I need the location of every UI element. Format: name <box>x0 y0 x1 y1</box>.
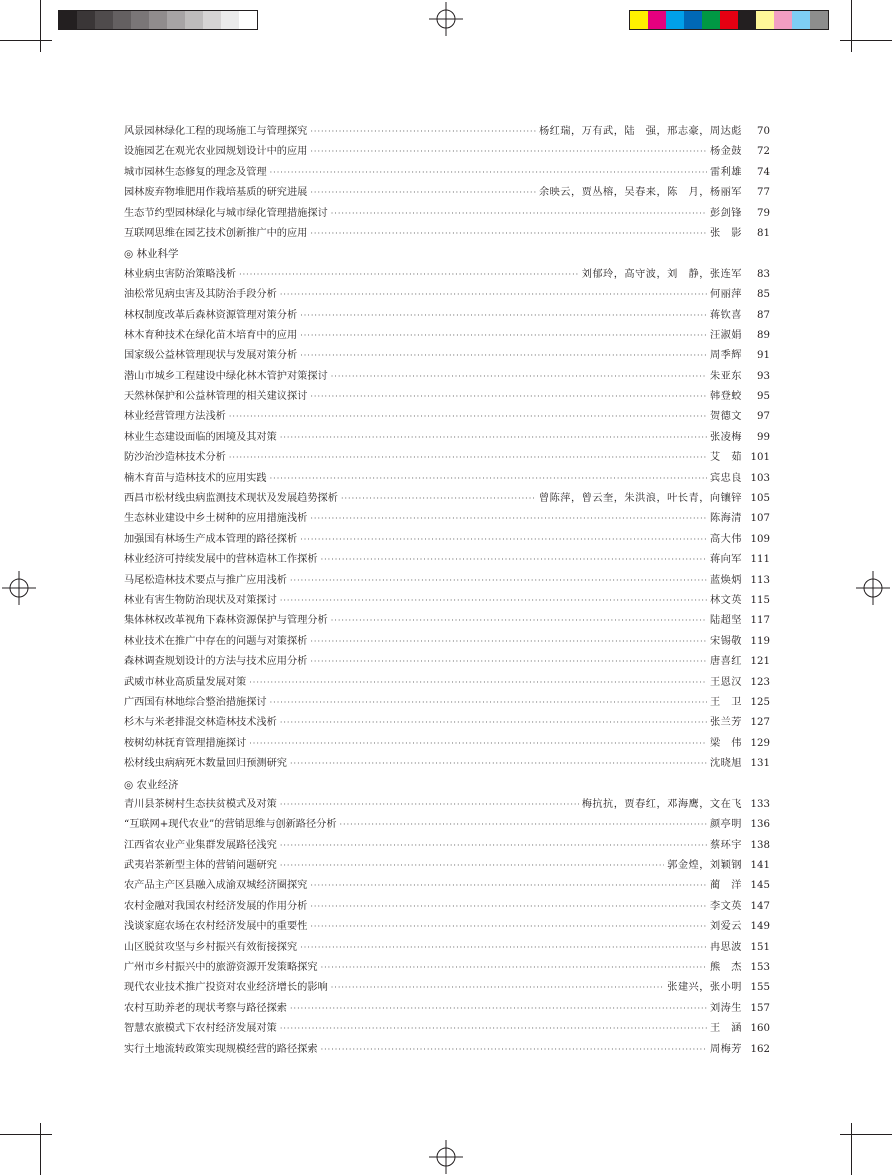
dot-leader <box>310 224 707 244</box>
entry-authors: 李文英 <box>709 900 742 912</box>
entry-page-number: 79 <box>757 207 770 219</box>
entry-authors: 蔺 洋 <box>709 880 742 892</box>
color-swatch <box>77 11 95 29</box>
dot-leader <box>331 367 707 387</box>
toc-entry <box>124 611 770 631</box>
entry-page-number: 127 <box>750 717 770 729</box>
entry-authors: 刘爱云 <box>709 921 742 933</box>
dot-leader <box>310 142 707 162</box>
toc-entry <box>124 448 770 468</box>
dot-leader <box>310 183 536 203</box>
entry-title: 防沙治沙造林技术分析 <box>124 452 226 464</box>
toc-entry <box>124 367 770 387</box>
toc-entry <box>124 122 770 142</box>
dot-leader <box>290 999 707 1019</box>
entry-authors: 张兰芳 <box>709 717 742 729</box>
toc-entry <box>124 693 770 713</box>
entry-title: 农村互助养老的现状考察与路径探索 <box>124 1002 287 1014</box>
entry-title: 农产品主产区县融入成渝双城经济圈探究 <box>124 880 308 892</box>
entry-authors: 蓝焕炳 <box>709 574 742 586</box>
color-swatch <box>239 11 257 29</box>
color-swatch <box>774 11 792 29</box>
dot-leader <box>341 489 536 509</box>
entry-title: 天然林保护和公益林管理的相关建议探讨 <box>124 391 308 403</box>
dot-leader <box>310 652 707 672</box>
entry-title: 现代农业技术推广投资对农业经济增长的影响 <box>124 982 328 994</box>
dot-leader <box>310 876 707 896</box>
entry-authors: 张 影 <box>709 227 742 239</box>
color-swatch <box>203 11 221 29</box>
entry-page-number: 74 <box>757 166 770 178</box>
registration-mark-top-icon <box>429 2 463 36</box>
toc-entry <box>124 183 770 203</box>
color-swatch <box>131 11 149 29</box>
entry-authors: 艾 茹 <box>709 452 742 464</box>
entry-page-number: 155 <box>750 982 770 994</box>
entry-page-number: 107 <box>750 513 770 525</box>
toc-entry <box>124 142 770 162</box>
entry-authors: 冉思波 <box>709 941 742 953</box>
entry-page-number: 141 <box>750 860 770 872</box>
dot-leader <box>321 550 707 570</box>
entry-page-number: 83 <box>757 268 770 280</box>
entry-title: 国家级公益林管理现状与发展对策分析 <box>124 350 298 362</box>
entry-title: 智慧农旅模式下农村经济发展对策 <box>124 1023 277 1035</box>
color-swatch <box>738 11 756 29</box>
entry-page-number: 138 <box>750 839 770 851</box>
entry-title: 加强国有林场生产成本管理的路径探析 <box>124 533 298 545</box>
entry-page-number: 70 <box>757 126 770 137</box>
dot-leader <box>300 326 707 346</box>
entry-authors: 雷利雄 <box>709 166 742 178</box>
entry-title: 武威市林业高质量发展对策 <box>124 676 247 688</box>
entry-authors: 王 涵 <box>709 1023 742 1035</box>
toc-entry <box>124 428 770 448</box>
entry-page-number: 133 <box>750 798 770 810</box>
entry-page-number: 157 <box>750 1002 770 1014</box>
entry-title: 武夷岩茶新型主体的营销问题研究 <box>124 860 277 872</box>
color-swatch <box>221 11 239 29</box>
entry-title: 林业经营管理方法浅析 <box>124 411 226 423</box>
entry-page-number: 72 <box>757 146 770 158</box>
entry-page-number: 109 <box>750 533 770 545</box>
dot-leader <box>270 693 707 713</box>
color-swatch <box>666 11 684 29</box>
grayscale-color-bar <box>58 10 258 30</box>
dot-leader <box>331 204 707 224</box>
entry-authors: 蒋向军 <box>709 554 742 566</box>
dot-leader <box>300 938 707 958</box>
entry-authors: 余映云，贾丛榕，吴春来，陈 月，杨丽军 <box>538 187 742 199</box>
toc-entry <box>124 978 770 998</box>
entry-page-number: 160 <box>750 1023 770 1035</box>
dot-leader <box>239 265 579 285</box>
entry-page-number: 147 <box>750 900 770 912</box>
entry-title: 生态节约型园林绿化与城市绿化管理措施探讨 <box>124 207 328 219</box>
toc-entry <box>124 489 770 509</box>
dot-leader <box>310 122 536 142</box>
color-swatch <box>185 11 203 29</box>
entry-title: 生态林业建设中乡土树种的应用措施浅析 <box>124 513 308 525</box>
toc-entry <box>124 938 770 958</box>
dot-leader <box>280 1019 707 1039</box>
entry-title: 江西省农业产业集群发展路径浅究 <box>124 839 277 851</box>
entry-title: 林木育种技术在绿化苗木培育中的应用 <box>124 329 298 341</box>
toc-entry <box>124 734 770 754</box>
entry-page-number: 119 <box>750 635 770 647</box>
toc-entry <box>124 856 770 876</box>
toc-entry <box>124 306 770 326</box>
entry-page-number: 117 <box>750 615 770 627</box>
dot-leader <box>310 387 707 407</box>
toc-entry <box>124 652 770 672</box>
color-swatch <box>810 11 828 29</box>
dot-leader <box>280 836 707 856</box>
section-heading: ◎ 农业经济 <box>124 778 179 791</box>
entry-page-number: 111 <box>750 554 770 566</box>
entry-authors: 颜亭明 <box>709 819 742 831</box>
dot-leader <box>331 978 664 998</box>
toc-entry <box>124 285 770 305</box>
entry-authors: 唐喜红 <box>709 656 742 668</box>
entry-page-number: 95 <box>757 391 770 403</box>
registration-mark-bottom-icon <box>429 1140 463 1174</box>
entry-title: 林业生态建设面临的困境及其对策 <box>124 431 277 443</box>
entry-page-number: 77 <box>757 187 770 199</box>
color-swatch <box>630 11 648 29</box>
toc-entry <box>124 550 770 570</box>
entry-authors: 蔡环宇 <box>709 839 742 851</box>
entry-title: 楠木育苗与造林技术的应用实践 <box>124 472 267 484</box>
entry-page-number: 123 <box>750 676 770 688</box>
toc-entry <box>124 795 770 815</box>
cmyk-color-bar <box>629 10 829 30</box>
entry-page-number: 149 <box>750 921 770 933</box>
entry-page-number: 131 <box>750 758 770 770</box>
toc-entry <box>124 958 770 978</box>
entry-authors: 王 卫 <box>709 696 742 708</box>
entry-authors: 王恩汉 <box>709 676 742 688</box>
entry-title: 林业技术在推广中存在的问题与对策探析 <box>124 635 308 647</box>
table-of-contents <box>124 122 770 1060</box>
entry-title: 浅谈家庭农场在农村经济发展中的重要性 <box>124 921 308 933</box>
entry-page-number: 105 <box>750 493 770 505</box>
entry-authors: 陆超坚 <box>709 615 742 627</box>
dot-leader <box>280 856 664 876</box>
toc-entry <box>124 224 770 244</box>
entry-page-number: 91 <box>757 350 770 362</box>
entry-page-number: 153 <box>750 962 770 974</box>
dot-leader <box>310 509 707 529</box>
entry-authors: 周季辉 <box>709 350 742 362</box>
toc-entry <box>124 530 770 550</box>
entry-authors: 杨红瑞，万有武，陆 强，邢志豪，周达彪 <box>538 126 742 137</box>
entry-title: 农村金融对我国农村经济发展的作用分析 <box>124 900 308 912</box>
entry-authors: 韩登蛟 <box>709 391 742 403</box>
dot-leader <box>310 917 707 937</box>
entry-authors: 汪淑娟 <box>709 329 742 341</box>
dot-leader <box>321 958 707 978</box>
entry-authors: 陈海清 <box>709 513 742 525</box>
entry-page-number: 93 <box>757 370 770 382</box>
dot-leader <box>280 591 707 611</box>
entry-title: 马尾松造林技术要点与推广应用浅析 <box>124 574 287 586</box>
toc-entry <box>124 897 770 917</box>
toc-entry <box>124 346 770 366</box>
toc-entry <box>124 673 770 693</box>
dot-leader <box>310 632 707 652</box>
toc-entry <box>124 1019 770 1039</box>
toc-entry <box>124 815 770 835</box>
toc-entry <box>124 571 770 591</box>
toc-entry <box>124 265 770 285</box>
entry-page-number: 125 <box>750 696 770 708</box>
color-swatch <box>113 11 131 29</box>
toc-entry <box>124 713 770 733</box>
entry-authors: 高大伟 <box>709 533 742 545</box>
entry-title: 山区脱贫攻坚与乡村振兴有效衔接探究 <box>124 941 298 953</box>
toc-entry <box>124 163 770 183</box>
entry-title: 集体林权改革视角下森林资源保护与管理分析 <box>124 615 328 627</box>
entry-page-number: 99 <box>757 431 770 443</box>
entry-title: 桉树幼林抚育管理措施探讨 <box>124 737 247 749</box>
dot-leader <box>310 897 707 917</box>
entry-authors: 张凌梅 <box>709 431 742 443</box>
entry-page-number: 136 <box>750 819 770 831</box>
entry-authors: 贺德文 <box>709 411 742 423</box>
toc-entry <box>124 836 770 856</box>
entry-authors: 张建兴，张小明 <box>667 982 742 994</box>
entry-page-number: 151 <box>750 941 770 953</box>
dot-leader <box>340 815 707 835</box>
entry-authors: 何丽萍 <box>709 289 742 301</box>
entry-title: 松材线虫病病死木数量回归预测研究 <box>124 758 287 770</box>
entry-page-number: 113 <box>750 574 770 586</box>
color-swatch <box>756 11 774 29</box>
toc-entry <box>124 1040 770 1060</box>
entry-authors: 彭剑锋 <box>709 207 742 219</box>
dot-leader <box>331 611 707 631</box>
dot-leader <box>249 734 707 754</box>
entry-authors: 宋锡敬 <box>709 635 742 647</box>
entry-page-number: 101 <box>750 452 770 464</box>
color-swatch <box>59 11 77 29</box>
dot-leader <box>290 754 707 774</box>
entry-authors: 梅抗抗，贾春红，邓海鹰，文在飞 <box>581 798 742 810</box>
color-swatch <box>95 11 113 29</box>
entry-authors: 梁 伟 <box>709 737 742 749</box>
entry-authors: 刘郁玲，高守波，刘 静，张连军 <box>581 268 742 280</box>
entry-page-number: 97 <box>757 411 770 423</box>
entry-title: 林业经济可持续发展中的营林造林工作探析 <box>124 554 318 566</box>
toc-entry <box>124 407 770 427</box>
toc-entry <box>124 917 770 937</box>
entry-page-number: 115 <box>750 594 770 606</box>
color-swatch <box>684 11 702 29</box>
dot-leader <box>280 285 707 305</box>
entry-page-number: 103 <box>750 472 770 484</box>
entry-authors: 刘涛生 <box>709 1002 742 1014</box>
toc-entry <box>124 509 770 529</box>
toc-entry <box>124 632 770 652</box>
dot-leader <box>300 306 707 326</box>
entry-page-number: 85 <box>757 289 770 301</box>
toc-entry <box>124 204 770 224</box>
dot-leader <box>249 673 707 693</box>
entry-authors: 熊 杰 <box>709 962 742 974</box>
dot-leader <box>229 448 707 468</box>
entry-page-number: 87 <box>757 309 770 321</box>
entry-title: 城市园林生态修复的理念及管理 <box>124 166 267 178</box>
entry-page-number: 89 <box>757 329 770 341</box>
entry-authors: 沈晓旭 <box>709 758 742 770</box>
dot-leader <box>280 795 579 815</box>
entry-title: 互联网思维在园艺技术创新推广中的应用 <box>124 227 308 239</box>
entry-title: 实行土地流转政策实现规模经营的路径探索 <box>124 1043 318 1055</box>
entry-title: 林业有害生物防治现状及对策探讨 <box>124 594 277 606</box>
entry-title: 西昌市松材线虫病监测技术现状及发展趋势探析 <box>124 493 338 505</box>
entry-title: “互联网+现代农业”的营销思维与创新路径分析 <box>124 819 337 831</box>
entry-page-number: 162 <box>750 1043 770 1055</box>
toc-entry <box>124 326 770 346</box>
entry-page-number: 121 <box>750 656 770 668</box>
entry-authors: 曾陈萍，曾云奎，朱洪浪，叶长青，向镶锌 <box>538 493 742 505</box>
entry-authors: 郭金煌，刘颖钢 <box>667 860 742 872</box>
section-heading: ◎ 林业科学 <box>124 248 179 261</box>
color-swatch <box>648 11 666 29</box>
entry-authors: 蒋钦喜 <box>709 309 742 321</box>
entry-title: 油松常见病虫害及其防治手段分析 <box>124 289 277 301</box>
dot-leader <box>300 530 707 550</box>
dot-leader <box>300 346 707 366</box>
dot-leader <box>270 469 707 489</box>
dot-leader <box>229 407 707 427</box>
entry-page-number: 81 <box>757 227 770 239</box>
entry-title: 林业病虫害防治策略浅析 <box>124 268 237 280</box>
toc-entry <box>124 876 770 896</box>
registration-mark-right-icon <box>856 571 890 605</box>
entry-title: 潜山市城乡工程建设中绿化林木管护对策探讨 <box>124 370 328 382</box>
entry-title: 广西国有林地综合整治措施探讨 <box>124 696 267 708</box>
dot-leader <box>280 713 707 733</box>
color-swatch <box>702 11 720 29</box>
entry-page-number: 129 <box>750 737 770 749</box>
entry-authors: 林文英 <box>709 594 742 606</box>
entry-title: 森林调查规划设计的方法与技术应用分析 <box>124 656 308 668</box>
dot-leader <box>270 163 707 183</box>
color-swatch <box>167 11 185 29</box>
entry-authors: 朱亚东 <box>709 370 742 382</box>
entry-page-number: 145 <box>750 880 770 892</box>
entry-title: 林权制度改革后森林资源管理对策分析 <box>124 309 298 321</box>
entry-title: 园林废弃物堆肥用作栽培基质的研究进展 <box>124 187 308 199</box>
entry-title: 杉木与米老排混交林造林技术浅析 <box>124 717 277 729</box>
dot-leader <box>321 1040 707 1060</box>
color-swatch <box>149 11 167 29</box>
dot-leader <box>280 428 707 448</box>
registration-mark-left-icon <box>2 571 36 605</box>
toc-entry <box>124 591 770 611</box>
color-swatch <box>792 11 810 29</box>
toc-entry <box>124 469 770 489</box>
dot-leader <box>290 571 707 591</box>
entry-title: 广州市乡村振兴中的旅游资源开发策略探究 <box>124 962 318 974</box>
toc-entry <box>124 387 770 407</box>
color-swatch <box>720 11 738 29</box>
entry-authors: 宾忠良 <box>709 472 742 484</box>
entry-authors: 杨金鼓 <box>709 146 742 158</box>
toc-entry <box>124 754 770 774</box>
entry-title: 青川县茶树村生态扶贫模式及对策 <box>124 798 277 810</box>
entry-authors: 周梅芳 <box>709 1043 742 1055</box>
toc-entry <box>124 999 770 1019</box>
entry-title: 设施园艺在观光农业园规划设计中的应用 <box>124 146 308 158</box>
entry-title: 风景园林绿化工程的现场施工与管理探究 <box>124 126 308 137</box>
